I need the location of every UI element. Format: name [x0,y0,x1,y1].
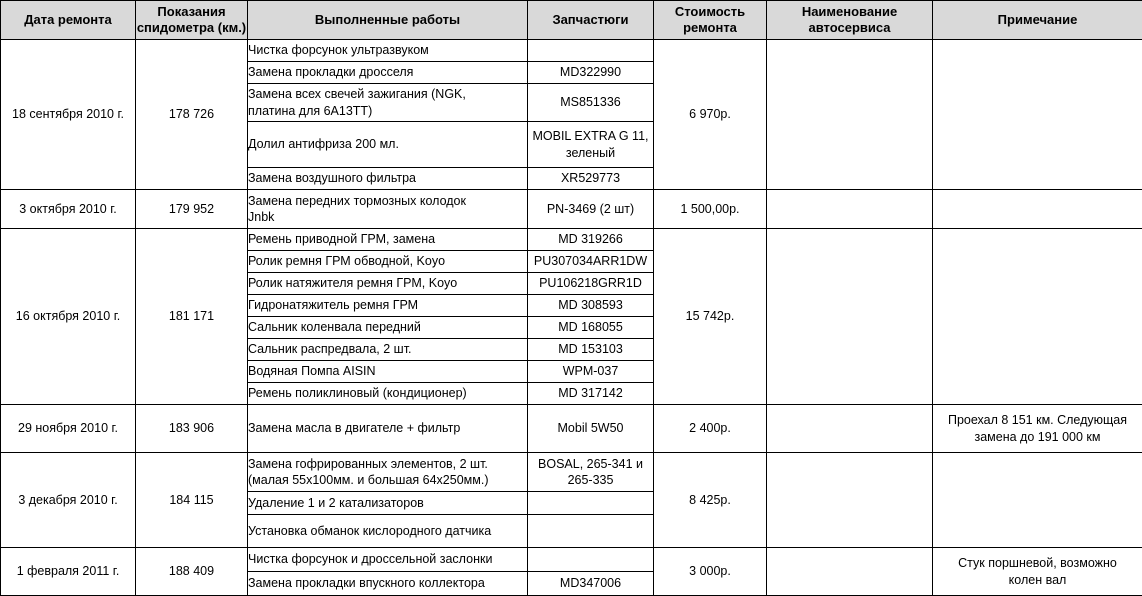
cell-work-performed: Гидронатяжитель ремня ГРМ [248,295,528,317]
cell-part-number: Mobil 5W50 [528,405,654,453]
cell-work-performed: Чистка форсунок ультразвуком [248,40,528,62]
cell-service-name [767,190,933,229]
cell-part-number: PN-3469 (2 шт) [528,190,654,229]
cell-work-performed: Удаление 1 и 2 катализаторов [248,492,528,515]
cell-part-number: MD322990 [528,62,654,84]
cell-work-performed: Замена прокладки впускного коллектора [248,572,528,596]
cell-repair-date: 16 октября 2010 г. [1,229,136,405]
cell-work-performed: Сальник распредвала, 2 шт. [248,339,528,361]
cell-part-number [528,548,654,572]
cell-repair-cost: 6 970р. [654,40,767,190]
cell-part-number: MD 319266 [528,229,654,251]
cell-part-number: MD 168055 [528,317,654,339]
cell-service-name [767,548,933,596]
cell-work-performed: Замена гофрированных элементов, 2 шт. (малая 55х100мм. и большая 64х250мм.) [248,453,528,492]
cell-odometer: 183 906 [136,405,248,453]
column-header-service [767,1,933,40]
table-row [1,405,1142,453]
cell-part-number [528,492,654,515]
table-body [1,40,1142,596]
cell-odometer: 181 171 [136,229,248,405]
cell-note: Проехал 8 151 км. Следующая замена до 191 000 км [933,405,1142,453]
cell-part-number: BOSAL, 265-341 и 265-335 [528,453,654,492]
column-header-odometer-line1: Показания [157,4,225,19]
cell-note: Стук поршневой, возможно колен вал [933,548,1142,596]
cell-part-number: WPM-037 [528,361,654,383]
cell-note [933,453,1142,548]
cell-work-performed: Ролик натяжителя ремня ГРМ, Koyo [248,273,528,295]
cell-work-performed: Установка обманок кислородного датчика [248,515,528,548]
column-header-cost-line2: ремонта [683,20,737,35]
cell-repair-date: 1 февраля 2011 г. [1,548,136,596]
cell-repair-cost: 1 500,00р. [654,190,767,229]
cell-work-performed: Ремень приводной ГРМ, замена [248,229,528,251]
cell-repair-date: 3 октября 2010 г. [1,190,136,229]
cell-part-number [528,515,654,548]
cell-part-number: MD347006 [528,572,654,596]
table-row [1,548,1142,572]
column-header-note: Примечание [933,1,1142,40]
cell-repair-date: 18 сентября 2010 г. [1,40,136,190]
cell-work-performed: Водяная Помпа AISIN [248,361,528,383]
cell-repair-cost: 15 742р. [654,229,767,405]
cell-odometer: 178 726 [136,40,248,190]
cell-work-performed: Сальник коленвала передний [248,317,528,339]
column-header-odometer-line2: спидометра (км.) [137,20,246,35]
cell-repair-cost: 3 000р. [654,548,767,596]
column-header-service-line2: автосервиса [808,20,890,35]
column-header-cost [654,1,767,40]
table-row [1,229,1142,251]
cell-part-number: PU106218GRR1D [528,273,654,295]
cell-repair-cost: 8 425р. [654,453,767,548]
cell-note [933,229,1142,405]
table-row [1,453,1142,492]
column-header-parts: Запчастюги [528,1,654,40]
cell-repair-cost: 2 400р. [654,405,767,453]
cell-service-name [767,229,933,405]
cell-part-number: PU307034ARR1DW [528,251,654,273]
cell-work-performed: Ролик ремня ГРМ обводной, Koyo [248,251,528,273]
cell-work-performed: Замена воздушного фильтра [248,168,528,190]
column-header-date: Дата ремонта [1,1,136,40]
cell-note [933,190,1142,229]
cell-part-number [528,40,654,62]
cell-work-performed: Замена прокладки дросселя [248,62,528,84]
cell-part-number: MD 308593 [528,295,654,317]
cell-work-performed: Замена масла в двигателе + фильтр [248,405,528,453]
column-header-works: Выполненные работы [248,1,528,40]
column-header-cost-line1: Стоимость [675,4,745,19]
cell-odometer: 184 115 [136,453,248,548]
cell-part-number: MD 317142 [528,383,654,405]
table-row [1,190,1142,229]
table-row [1,40,1142,62]
cell-work-performed: Долил антифриза 200 мл. [248,122,528,168]
cell-odometer: 188 409 [136,548,248,596]
cell-part-number: MS851336 [528,84,654,122]
cell-service-name [767,40,933,190]
cell-work-performed: Замена всех свечей зажигания (NGK, платина для 6A13TT) [248,84,528,122]
cell-odometer: 179 952 [136,190,248,229]
cell-service-name [767,453,933,548]
cell-repair-date: 3 декабря 2010 г. [1,453,136,548]
cell-service-name [767,405,933,453]
cell-repair-date: 29 ноября 2010 г. [1,405,136,453]
column-header-odometer [136,1,248,40]
cell-note [933,40,1142,190]
cell-part-number: MD 153103 [528,339,654,361]
cell-work-performed: Чистка форсунок и дроссельной заслонки [248,548,528,572]
table-header [1,1,1142,40]
cell-part-number: MOBIL EXTRA G 11, зеленый [528,122,654,168]
header-row [1,1,1142,40]
cell-work-performed: Ремень поликлиновый (кондиционер) [248,383,528,405]
cell-part-number: XR529773 [528,168,654,190]
column-header-service-line1: Наименование [802,4,897,19]
cell-work-performed: Замена передних тормозных колодок Jnbk [248,190,528,229]
